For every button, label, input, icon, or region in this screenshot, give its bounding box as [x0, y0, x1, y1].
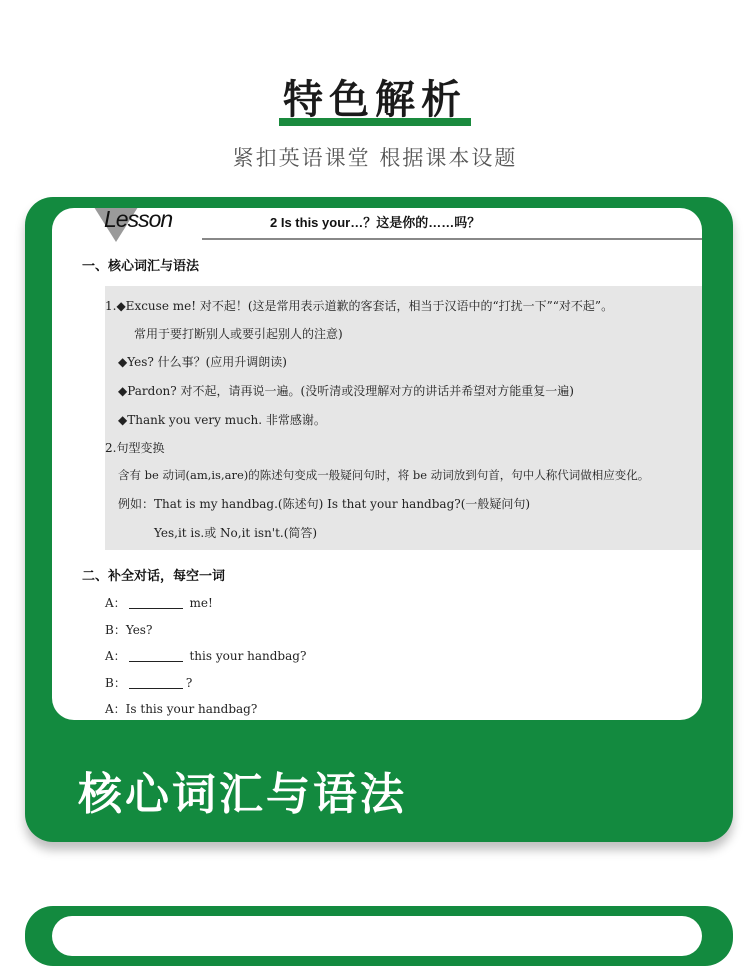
page-subtitle: 紧扣英语课堂 根据课本设题 — [232, 146, 518, 170]
dialogue-line — [105, 647, 306, 664]
lesson-heading-rule — [202, 238, 702, 240]
grammar-line: ◆Pardon? 对不起，请再说一遍。(没听清或没理解对方的讲话并希望对方能重复一遍) — [118, 384, 574, 398]
grammar-line: Yes,it is.或 No,it isn't.(简答) — [154, 526, 318, 540]
textbook-page-preview — [52, 208, 702, 720]
lesson-badge-text: Lesson — [104, 208, 173, 232]
answer-blank — [129, 596, 183, 609]
dialogue-line — [105, 700, 257, 717]
dialogue-speaker: B： — [105, 676, 126, 690]
dialogue-text: A：Is this your handbag? — [105, 702, 258, 716]
dialogue-speaker: A： — [105, 649, 126, 663]
grammar-line: 1.◆Excuse me! 对不起！(这是常用表示道歉的客套话，相当于汉语中的“打扰一下”“对不起”。 — [105, 299, 614, 313]
lesson-heading: 2 Is this your…？这是你的……吗？ — [270, 215, 481, 230]
dialogue-speaker: A： — [105, 596, 126, 610]
page-header — [0, 72, 750, 128]
grammar-line: ◆Yes? 什么事？(应用升调朗读) — [118, 355, 287, 369]
dialogue-line — [105, 674, 192, 691]
page-title — [279, 72, 471, 128]
grammar-line: 例如：That is my handbag.(陈述句) Is that your handbag?(一般疑问句) — [118, 497, 531, 511]
grammar-line: 含有 be 动词(am,is,are)的陈述句变成一般疑问句时，将 be 动词放到句首，句中人称代词做相应变化。 — [118, 468, 650, 482]
feature-banner-title: 核心词汇与语法 — [78, 769, 407, 820]
dialogue-text: this your handbag? — [185, 649, 307, 663]
dialogue-line — [105, 621, 152, 638]
dialogue-text: B：Yes? — [105, 623, 153, 637]
answer-blank — [129, 649, 183, 662]
page-title-text: 特色解析 — [283, 77, 467, 123]
section-title-dialogue: 二、补全对话，每空一词 — [82, 569, 226, 584]
grammar-line: 2.句型变换 — [105, 441, 165, 455]
dialogue-line — [105, 594, 213, 611]
next-textbook-preview — [52, 916, 702, 956]
answer-blank — [129, 676, 183, 689]
dialogue-text: ? — [185, 676, 193, 690]
section-title-vocab: 一、核心词汇与语法 — [82, 259, 200, 274]
grammar-line: 常用于要打断别人或要引起别人的注意) — [134, 327, 343, 341]
dialogue-text: me! — [185, 596, 213, 610]
grammar-line: ◆Thank you very much. 非常感谢。 — [118, 413, 326, 427]
